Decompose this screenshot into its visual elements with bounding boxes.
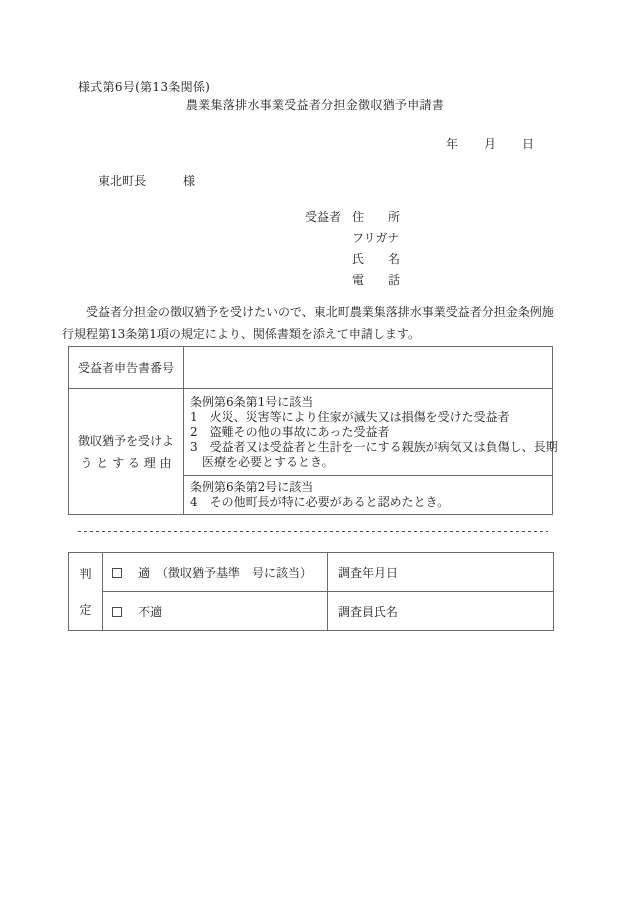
address-field-label: 住 所: [352, 210, 401, 224]
phone-field-label: 電 話: [352, 273, 401, 287]
addressee-honorific: 様: [183, 174, 196, 188]
fail-checkbox: [112, 607, 122, 617]
pass-option-cell: [103, 553, 328, 592]
application-table: [68, 346, 558, 515]
reason-label-line-1: 徴収猶予を受けよ: [77, 433, 174, 448]
deferment-reason-label-cell: [69, 389, 184, 515]
clause1-cell: [184, 389, 558, 476]
deferment-reason-row-1: [69, 389, 553, 476]
document-title: 農業集落排水事業受益者分担金徴収猶予申請書: [185, 98, 445, 112]
clause2-item-4: 4 その他町長が特に必要があると認めたとき。: [190, 495, 450, 509]
beneficiary-phone-row: [305, 270, 400, 291]
date-year-label: 年: [446, 137, 459, 151]
name-field-label: 氏 名: [352, 252, 401, 266]
date-month-label: 月: [484, 137, 497, 151]
beneficiary-furigana-row: [305, 228, 400, 249]
clause2-cell: [184, 476, 553, 515]
declaration-number-label: 受益者申告書番号: [69, 347, 184, 389]
date-day-label: 日: [522, 137, 535, 151]
judgment-table: [68, 552, 554, 631]
clause2-header: 条例第6条第2号に該当: [190, 480, 314, 494]
judgment-pass-row: [69, 553, 554, 592]
judgment-fail-row: [69, 592, 554, 631]
furigana-field-label: フリガナ: [352, 231, 400, 245]
beneficiary-address-row: [305, 207, 400, 228]
survey-date-label: 調査年月日: [328, 553, 554, 592]
beneficiary-name-row: [305, 249, 400, 270]
beneficiary-block: [305, 207, 400, 291]
beneficiary-label: 受益者: [305, 210, 342, 224]
cut-line-separator: [78, 531, 548, 532]
pass-option-label: 適 （徴収猶予基準 号に該当）: [138, 565, 313, 580]
declaration-number-row: [69, 347, 553, 389]
clause1-item-3-continued: 医療を必要とするとき。: [190, 454, 334, 469]
clause1-item-1: 1 火災、災害等により住家が滅失又は損傷を受けた受益者: [190, 409, 510, 424]
judgment-label-char-1: 判: [79, 567, 92, 581]
judgment-column-label-cell: [69, 553, 103, 631]
application-statement: [62, 301, 554, 345]
surveyor-name-label: 調査員氏名: [328, 592, 554, 631]
statement-line-2: 行規程第13条第1項の規定により、関係書類を添えて申請します。: [62, 327, 420, 341]
clause1-item-3: 3 受益者又は受益者と生計を一にする親族が病気又は負傷し、長期: [190, 439, 558, 454]
reason-label-line-2: う と す る 理 由: [80, 455, 172, 470]
date-line: [446, 135, 534, 152]
statement-line-1: 受益者分担金の徴収猶予を受けたいので、東北町農業集落排水事業受益者分担金条例施: [74, 305, 554, 319]
form-style-number: 様式第6号(第13条関係): [78, 80, 211, 94]
addressee-name: 東北町長: [98, 174, 147, 188]
fail-option-cell: [103, 592, 328, 631]
pass-checkbox: [112, 568, 122, 578]
clause1-item-2: 2 盗難その他の事故にあった受益者: [190, 424, 390, 439]
declaration-number-value-cell: [184, 347, 553, 389]
addressee-line: [98, 172, 195, 189]
clause1-header: 条例第6条第1号に該当: [190, 394, 314, 409]
fail-option-label: 不適: [138, 604, 163, 619]
judgment-label-char-2: 定: [79, 603, 92, 617]
